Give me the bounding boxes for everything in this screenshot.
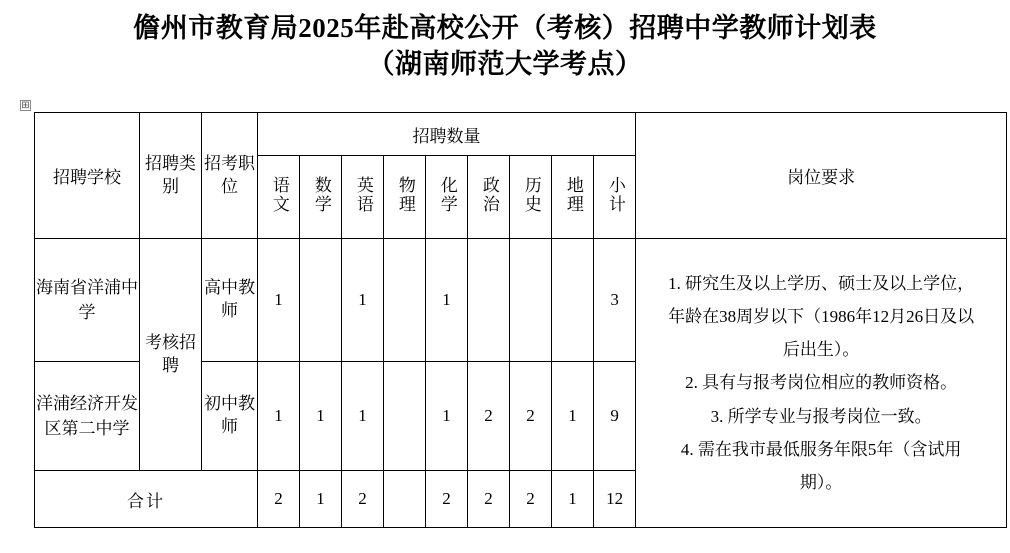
header-requirements: 岗位要求: [636, 113, 1007, 239]
cell-count-physics-1: [384, 239, 426, 362]
cell-count-subtotal-1: 3: [594, 239, 636, 362]
cell-requirements: [636, 239, 1007, 528]
header-subject-physics: 物理: [384, 156, 426, 239]
cell-total-chinese: 2: [258, 471, 300, 528]
header-school: 招聘学校: [35, 113, 140, 239]
cell-total-history: 2: [510, 471, 552, 528]
cell-count-english-1: 1: [342, 239, 384, 362]
header-subject-geography: 地理: [552, 156, 594, 239]
header-subject-math: 数学: [300, 156, 342, 239]
cell-count-chinese-1: 1: [258, 239, 300, 362]
cell-total-subtotal: 12: [594, 471, 636, 528]
expand-table-icon[interactable]: ⊞: [21, 100, 30, 111]
cell-count-english-2: 1: [342, 362, 384, 471]
cell-total-english: 2: [342, 471, 384, 528]
header-subject-chemistry: 化学: [426, 156, 468, 239]
cell-total-math: 1: [300, 471, 342, 528]
cell-count-chinese-2: 1: [258, 362, 300, 471]
cell-count-subtotal-2: 9: [594, 362, 636, 471]
title-line-2: （湖南师范大学考点）: [367, 49, 643, 79]
requirement-line-4: 2. 具有与报考岗位相应的教师资格。: [685, 373, 958, 393]
requirement-line-1: 1. 研究生及以上学历、硕士及以上学位，: [668, 274, 975, 293]
cell-count-politics-1: [468, 239, 510, 362]
cell-count-geography-1: [552, 239, 594, 362]
header-quantity-group: 招聘数量: [258, 113, 636, 156]
table-row: [35, 239, 1007, 362]
cell-school-2: 洋浦经济开发区第二中学: [35, 362, 140, 471]
document-title: [0, 0, 1010, 82]
cell-count-politics-2: 2: [468, 362, 510, 471]
cell-post-1: 高中教师: [202, 239, 258, 362]
header-post-label: 招考职位: [204, 153, 255, 196]
header-subject-politics: 政治: [468, 156, 510, 239]
requirement-line-2: 年龄在38周岁以下（1986年12月26日及以: [668, 307, 975, 327]
cell-count-chemistry-2: 1: [426, 362, 468, 471]
cell-count-history-2: 2: [510, 362, 552, 471]
requirement-line-7: 期）。: [799, 472, 843, 492]
cell-count-math-2: 1: [300, 362, 342, 471]
header-post: [202, 113, 258, 239]
cell-count-geography-2: 1: [552, 362, 594, 471]
cell-post-2: 初中教师: [202, 362, 258, 471]
header-subject-english: 英语: [342, 156, 384, 239]
requirement-line-5: 3. 所学专业与报考岗位一致。: [710, 406, 932, 426]
cell-count-chemistry-1: 1: [426, 239, 468, 362]
cell-school-1: 海南省洋浦中学: [35, 239, 140, 362]
table-header-row-1: [35, 113, 1007, 156]
cell-count-history-1: [510, 239, 552, 362]
cell-total-chemistry: 2: [426, 471, 468, 528]
cell-total-politics: 2: [468, 471, 510, 528]
header-subject-history: 历史: [510, 156, 552, 239]
cell-count-math-1: [300, 239, 342, 362]
header-category-label: 招聘类别: [145, 153, 196, 196]
cell-total-physics: [384, 471, 426, 528]
title-line-1: 儋州市教育局2025年赴高校公开（考核）招聘中学教师计划表: [133, 13, 877, 43]
cell-total-label: 合计: [35, 471, 258, 528]
requirement-line-3: 后出生）。: [782, 340, 860, 360]
header-category: [140, 113, 202, 239]
cell-count-physics-2: [384, 362, 426, 471]
cell-category-1: 考核招聘: [140, 239, 202, 471]
recruitment-plan-table: [34, 112, 982, 528]
header-subject-chinese: 语文: [258, 156, 300, 239]
cell-total-geography: 1: [552, 471, 594, 528]
header-subject-subtotal: 小计: [594, 156, 636, 239]
requirement-line-6: 4. 需在我市最低服务年限5年（含试用: [680, 439, 962, 459]
